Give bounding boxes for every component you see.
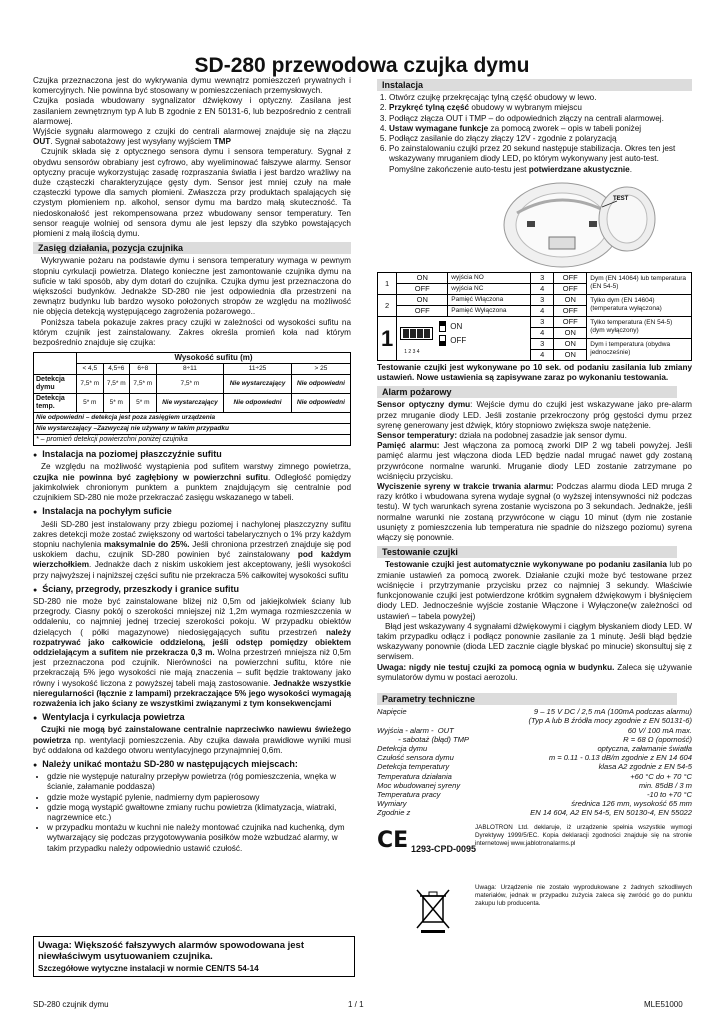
spec-key: Temperatura działania bbox=[377, 771, 452, 781]
vent-heading: ● Wentylacja i cyrkulacja powietrza bbox=[33, 712, 351, 724]
spec-value: średnica 126 mm, wysokość 65 mm bbox=[571, 799, 692, 809]
range-p2: Poniższa tabela pokazuje zakres pracy czujki w zależności od wysokości sufitu na którym czujnik jest zainstalowany. Zakres określa promień koła nad którym bezpośrednio znajduje się czujka: bbox=[33, 317, 351, 348]
dip-table bbox=[377, 272, 692, 361]
spec-key: Wyjścia - alarm - OUT bbox=[377, 725, 454, 735]
dip-desc: Pamięć Włączona bbox=[448, 294, 531, 305]
table-row bbox=[378, 294, 692, 305]
table-cell: Nie wystarczający bbox=[224, 375, 292, 394]
slope-text: Jeśli SD-280 jest instalowany przy zbiegu poziomej i nachylonej płaszczyzny sufitu zakres detekcji może zostać zwiększony od wartości tabelarycznych o 1% przy każdym stopniu nachylenia maksymalnie do 25%. Jeśli chroniona przestrzeń znajduje się pod uskokiem dachu, czujnik SD-280 powinien być zainstalowany pod każdym wierzchołkiem. Jednakże dach z niskim uskokiem jest akceptowany, jeśli wysokości przy najwyższej i najniższej części sufitu nie przekracza 5% całkowitej wysokości sufitu bbox=[33, 519, 351, 580]
height-table-caption: Wysokość sufitu (m) bbox=[77, 353, 351, 364]
height-table-note1: Nie odpowiedni – detekcja jest poza zasięgiem urządzenia bbox=[34, 413, 351, 424]
dip-state: OFF bbox=[554, 305, 587, 316]
spec-key: Temperatura pracy bbox=[377, 789, 441, 799]
dip-desc: wyjścia NC bbox=[448, 283, 531, 294]
table-row bbox=[377, 744, 692, 753]
dip-function: Dym (EN 14064) lub temperatura (EN 54-5) bbox=[587, 272, 692, 294]
left-column bbox=[33, 76, 351, 854]
list-item: • w przypadku montażu w kuchni nie należy montować czujnika nad kuchenką, dym wytwarzający się podczas przygotowywania posiłków może wzbudzać alarmy, w takim przypadku należy odpowiednio ustawić czułość. bbox=[47, 823, 351, 854]
table-row bbox=[378, 316, 692, 327]
install-heading: Instalacja bbox=[377, 79, 692, 91]
table-cell: 7,5* m bbox=[130, 375, 157, 394]
dip-group: 1 bbox=[378, 316, 397, 360]
spec-value: -10 to +70 °C bbox=[646, 789, 692, 799]
warning-line1: Uwaga: Większość fałszywych alarmów spowodowana jest niewłaściwym usytuowaniem czujnika. bbox=[38, 940, 304, 962]
flat-text: Ze względu na możliwość wystąpienia pod sufitem warstwy zimnego powietrza, czujka nie powinna być zagłębiony w powierzchni sufitu. Odległość pomiędzy jakimkolwiek chronionym punktem a punktem znajdującym się centralnie pod czujnikiem SD-280 nie może przekraczać zasięgu wskazanego w tabeli. bbox=[33, 462, 351, 503]
table-row bbox=[377, 707, 692, 716]
avoid-heading: ● Należy unikać montażu SD-280 w następujących miejscach: bbox=[33, 759, 351, 771]
install-steps bbox=[377, 93, 692, 175]
test-label: TEST bbox=[613, 195, 629, 202]
table-row bbox=[377, 772, 692, 781]
spec-value: 9 – 15 V DC / 2,5 mA (100mA podczas alarmu) bbox=[533, 707, 692, 717]
ce-text: JABLOTRON Ltd. deklaruje, iż urządzenie spełnia wszystkie wymogi Dyrektywy 1999/5/EC. Kopia deklaracji zgodności znajduje się na stronie internetowej www.jablotronalarms.pl bbox=[475, 823, 692, 847]
params-heading: Parametry techniczne bbox=[377, 693, 677, 705]
dip-switch-numbers: 1 2 3 4 bbox=[404, 348, 420, 355]
table-row bbox=[378, 272, 692, 283]
flat-heading: ● Instalacja na poziomej płaszczyźnie sufitu bbox=[33, 449, 351, 461]
range-heading: Zasięg działania, pozycja czujnika bbox=[33, 242, 351, 254]
weee-block bbox=[377, 884, 692, 940]
table-row bbox=[34, 375, 351, 394]
alarm-c: Pamięć alarmu: Jest włączona za pomocą zworki DIP 2 wg tabeli powyżej. Jeśli pamięć alarmu jest włączona dioda LED będzie nadal mrugać nawet gdy zostaną przywrócone normalne warunki. Mruganie diody LED zostanie zatrzymane po wciśnięciu przycisku. bbox=[377, 441, 692, 481]
dip-number: 3 bbox=[531, 272, 554, 283]
list-item: 6. Po zainstalowaniu czujki przez 20 sekund następuje stabilizacja. Okres ten jest wskazywany mruganiem diody LED, po którym wykonywany jest auto-test. Pomyślne zakończenie auto-testu jest potwierdzane akustycznie. bbox=[389, 144, 692, 175]
avoid-list bbox=[33, 772, 351, 854]
spec-key: Czułość sensora dymu bbox=[377, 753, 454, 763]
table-row bbox=[377, 781, 692, 790]
footer-page: 1 / 1 bbox=[348, 1000, 364, 1009]
table-row bbox=[377, 716, 692, 725]
spec-value: optyczna, załamanie światła bbox=[597, 743, 692, 753]
dip-group: 2 bbox=[378, 294, 397, 316]
warning-line2: Szczegółowe wytyczne instalacji w normie CEN/TS 54-14 bbox=[38, 964, 259, 973]
dip-group: 1 bbox=[378, 272, 397, 294]
spec-value: +60 °C do + 70 °C bbox=[630, 771, 692, 781]
right-column bbox=[377, 76, 692, 940]
table-row bbox=[377, 790, 692, 799]
spec-value: (Typ A lub B źródła mocy zgodnie z EN 50131-6) bbox=[528, 716, 692, 726]
list-item: 5. Podłącz zasilanie do złączy złączy 12V - zgodnie z polaryzacją bbox=[389, 134, 692, 144]
spec-key: - sabotaż (błąd) TMP bbox=[377, 734, 469, 744]
spec-value: klasa A2 zgodnie z EN 54-5 bbox=[598, 762, 692, 772]
dip-desc: wyjścia NO bbox=[448, 272, 531, 283]
table-row-label: Detekcja temp. bbox=[34, 394, 77, 413]
slope-heading: ● Instalacja na pochyłym suficie bbox=[33, 506, 351, 518]
dip-function: Dym i temperatura (obydwa jednocześnie) bbox=[587, 338, 692, 360]
params-table bbox=[377, 707, 692, 817]
dip-state: OFF bbox=[554, 316, 587, 327]
dip-note: Testowanie czujki jest wykonywane po 10 sek. od podaniu zasilania lub zmiany ustawień. Nowe ustawienia są zapisywane zaraz po wykonaniu testowania. bbox=[377, 362, 692, 383]
dip-state: ON bbox=[554, 294, 587, 305]
alarm-b: Sensor temperatury: działa na podobnej zasadzie jak sensor dymu. bbox=[377, 431, 627, 441]
table-header-cell: > 25 bbox=[291, 364, 350, 375]
detector-illustration bbox=[377, 177, 692, 269]
table-row-label: Detekcja dymu bbox=[34, 375, 77, 394]
table-cell: Nie odpowiedni bbox=[224, 394, 292, 413]
intro-p3: Wyjście sygnału alarmowego z czujki do centrali alarmowej znajduje się na złączu OUT. Sygnał sabotażowy jest wysyłany wyjściem TMP bbox=[33, 127, 351, 147]
dip-state: ON bbox=[554, 338, 587, 349]
walls-text: SD-280 nie może być zainstalowane bliżej niż 0,5m od jakiejkolwiek ściany lub przegrody. Ciasny pokój o szerokości mniejszej niż 1,2m wymaga rozmieszczenia w oddaleniu, co najmniej jednej trzeciej szerokości pokoju. W przypadku obiektów dzielących ( półki magazynowe) niedosięgających sufitu przestrzeń należy rozpatrywać jako całkowicie oddzieloną, jeśli odstęp pomiędzy obiektem oddzielającym a sufitem nie przekracza 0,3 m. Wolna przestrzeń mniejsza niż 0,5m jest przeznaczona pod czujnik. Nierówności na powierzchni sufitu, które nie przekraczają 5% jego wysokości nie mają znaczenia – sufit będzie traktowany jako równy i wysokość liczona z powyższej tabeli mają zastosowanie. Jednakże wszystkie nieregularności (łącznie z lampami) przekraczające 5% jego wysokości wymagają rozważenia ich jako ściany ze wszystkimi związanymi z tym konsekwencjami bbox=[33, 596, 352, 708]
spec-value: m = 0.11 - 0.13 dB/m zgodnie z EN 14 604 bbox=[548, 753, 692, 763]
list-item: • gdzie może wystąpić pylenie, nadmierny dym papierosowy bbox=[47, 793, 351, 803]
ce-mark-icon: CE bbox=[377, 827, 409, 853]
alarm-a: Sensor optyczny dymu: Wejście dymu do czujki jest wskazywane jako pre-alarm przez mruganie diody LED. Jeśli zostanie przekroczony próg gęstości dymu przez syrenę generowany jest dźwięk, który stopniowo zwiększa swoje natężenie. bbox=[377, 400, 692, 430]
table-cell: Nie odpowiedni bbox=[291, 375, 350, 394]
footer-right: MLE51000 bbox=[644, 1000, 683, 1009]
table-row bbox=[34, 394, 351, 413]
walls-heading: ● Ściany, przegrody, przeszkody i granice sufitu bbox=[33, 584, 351, 596]
list-item: 3. Podłącz złącza OUT i TMP – do odpowiednich złączy na centrali alarmowej. bbox=[389, 114, 692, 124]
dip-state: ON bbox=[554, 327, 587, 338]
dip-switch-state: ON bbox=[397, 272, 448, 283]
footer-left: SD-280 czujnik dymu bbox=[33, 1000, 109, 1009]
list-item: 1. Otwórz czujkę przekręcając tylną część obudowy w lewo. bbox=[389, 93, 692, 103]
testing-heading: Testowanie czujki bbox=[377, 546, 677, 558]
table-cell: Nie odpowiedni bbox=[291, 394, 350, 413]
spec-key: Moc wbudowanej syreny bbox=[377, 780, 461, 790]
table-header-cell: 11÷25 bbox=[224, 364, 292, 375]
dip-switch-diagram bbox=[397, 316, 531, 360]
dip-on-label: ON bbox=[450, 321, 463, 331]
table-header-cell: < 4,5 bbox=[77, 364, 104, 375]
list-item: • gdzie mogą wystąpić gwałtowne zmiany ruchu powietrza (klimatyzacja, wiatraki, nagrzewnice etc.) bbox=[47, 803, 351, 823]
spec-key bbox=[377, 716, 490, 725]
dip-switch-state: ON bbox=[397, 294, 448, 305]
testing-p1: Testowanie czujki jest automatycznie wykonywane po podaniu zasilania lub po zmianie ustawień za pomocą zworek. Działanie czujki może być testowane przez wciśnięcie i przytrzymanie przycisku przez co najmniej 3 sekundy. Właściwie funkcjonowanie czujki jest potwierdzone krótkim sygnałem dźwiękowym i błyśnięciem diody LED. Jednocześnie wyjście zostanie Włączone i Wyłączone(w zależności od ustawień – tabela powyżej) bbox=[377, 560, 692, 621]
dip-state: ON bbox=[554, 349, 587, 360]
intro-p1: Czujka przeznaczona jest do wykrywania dymu wewnątrz pomieszczeń prywatnych i komercyjnych. Nie powinna być stosowany w pomieszczeniach przemysłowych. bbox=[33, 76, 351, 96]
table-cell: 5* m bbox=[130, 394, 157, 413]
dip-number: 3 bbox=[531, 338, 554, 349]
dip-number: 4 bbox=[531, 283, 554, 294]
spec-key: Wymiary bbox=[377, 799, 407, 809]
table-row bbox=[377, 762, 692, 771]
table-cell: Nie wystarczający bbox=[156, 394, 224, 413]
table-header-cell: 4,5÷6 bbox=[103, 364, 130, 375]
spec-key: Detekcja temperatury bbox=[377, 762, 450, 772]
intro-p4: Czujnik składa się z optycznego sensora dymu i sensora temperatury. Sygnał z obydwu sensorów obrabiany jest cyfrowo, aby wyeliminować fałszywe alarmy. Sensor optyczny pracuje wykorzystując zasadę rozpraszania światła i jest bardzo wrażliwy na duże cząsteczki charakteryzujące gęsty dym. Sensor jest mniej czuły na małe cząsteczki typowe dla samych płomieni. Zwłaszcza przy produktach spalających się czystym płomieniem np. alkohol, sensor dymu ma bardzo małą skuteczność. Ta niedoskonałość jest rekompensowana przez wbudowany sensor temperatury. Ten sensor reaguje wolniej od sensora dymu ale jest lepszy dla szybko powstających płomieni z małą ilością dymu. bbox=[33, 147, 351, 239]
warning-box bbox=[33, 936, 355, 977]
dip-number: 4 bbox=[531, 349, 554, 360]
dip-switch-state: OFF bbox=[397, 283, 448, 294]
list-item: 4. Ustaw wymagane funkcje za pomocą zworek – opis w tabeli poniżej bbox=[389, 124, 692, 134]
dip-desc: Pamięć Wyłączona bbox=[448, 305, 531, 316]
dip-number: 3 bbox=[531, 294, 554, 305]
dip-off-label: OFF bbox=[450, 335, 467, 345]
page-title: SD-280 przewodowa czujka dymu bbox=[194, 54, 530, 77]
weee-bin-icon bbox=[413, 886, 453, 934]
table-cell: 7,5* m bbox=[103, 375, 130, 394]
table-cell: 7,5* m bbox=[77, 375, 104, 394]
table-cell: 5* m bbox=[103, 394, 130, 413]
dip-state: OFF bbox=[554, 272, 587, 283]
vent-text: Czujki nie mogą być zainstalowane centralnie naprzeciwko nawiewu świeżego powietrza np. wentylacji pomieszczenia. Aby czujka dawała prawidłowe wyniki musi być oddalona od każdego otworu wentylacyjnego przynajmniej 0,6m. bbox=[33, 725, 351, 755]
dip-switch-state: OFF bbox=[397, 305, 448, 316]
alarm-d: Wyciszenie syreny w trakcie trwania alarmu: Podczas alarmu dioda LED mruga 2 razy krótko i wbudowana syrena wydaje sygnał (o wyższej intensywności niż podczas testu). W tych warunkach syrena zostanie wyciszona po 3 sekundach. Jednakże, jeśli normalne warunki nie zostaną przywrócone w ciągu 10 minut (dym nie zostanie usunięty z pomieszczenia lub temperatura nie spadnie do niższego poziomu) syrena włączy się ponownie. bbox=[377, 482, 692, 543]
spec-key: Detekcja dymu bbox=[377, 743, 428, 753]
height-table bbox=[33, 352, 351, 446]
dip-function: Tylko temperatura (EN 54-5) (dym wyłączony) bbox=[587, 316, 692, 338]
testing-p2: Błąd jest wskazywany 4 sygnałami dźwiękowymi i ciągłym błyskaniem diody LED. W takim przypadku odłącz i podłącz ponownie zasilanie za 1 minutę. Jeśli błąd będzie wskazywany ponownie (dioda LED zacznie ciągle błyskać po minucie) skonsultuj się z serwisem. bbox=[377, 621, 692, 662]
table-cell: 7,5* m bbox=[156, 375, 224, 394]
list-item: 2. Przykręć tylną część obudowy w wybranym miejscu bbox=[389, 103, 692, 113]
table-header-cell: 6÷8 bbox=[130, 364, 157, 375]
dip-state: OFF bbox=[554, 283, 587, 294]
alarm-heading: Alarm pożarowy bbox=[377, 386, 677, 398]
spec-key: Napięcie bbox=[377, 707, 407, 717]
table-header-cell: 8÷11 bbox=[156, 364, 224, 375]
ce-code: 1293-CPD-0095 bbox=[411, 843, 477, 854]
intro-p2: Czujka posiada wbudowany sygnalizator dźwiękowy i optyczny. Zasilana jest zasilaniem zewnętrznym typ A lub B zgodnie z EN 50131-6, lub bezpośrednio z centrali alarmowej. bbox=[33, 96, 351, 126]
height-table-note2: Nie wystarczający –Zazwyczaj nie używany w takim przypadku bbox=[34, 424, 351, 435]
weee-text: Uwaga: Urządzenie nie zostało wyprodukowane z żadnych szkodliwych materiałów, jednak w przypadku zużycia zaleca się zwrócić go do punktu zakupu lub producenta. bbox=[475, 883, 692, 907]
list-item: • gdzie nie występuje naturalny przepływ powietrza (róg pomieszczenia, wnęka w ścianie, załamanie poddasza) bbox=[47, 772, 351, 792]
spec-value: R = 68 Ω (oporność) bbox=[623, 734, 692, 744]
dip-number: 4 bbox=[531, 327, 554, 338]
detector-drawing-icon bbox=[377, 177, 692, 269]
dip-number: 3 bbox=[531, 316, 554, 327]
table-row bbox=[377, 726, 692, 735]
table-row bbox=[377, 799, 692, 808]
spec-value: min. 85dB / 3 m bbox=[638, 780, 692, 790]
spec-value: 60 V/ 100 mA max. bbox=[627, 725, 692, 735]
dip-number: 4 bbox=[531, 305, 554, 316]
table-row bbox=[377, 808, 692, 817]
testing-p3: Uwaga: nigdy nie testuj czujki za pomocą ognia w budynku. Zaleca się używanie symulatorów dymu w postaci aerozolu. bbox=[377, 662, 693, 682]
dip-switch-icon bbox=[400, 327, 433, 340]
range-p1: Wykrywanie pożaru na podstawie dymu i sensora temperatury wymaga w pewnym stopniu cyrkulacji powietrza. Dlatego konieczne jest zamontowanie czujnika dymu na suficie w taki sposób, aby dym dotarł do czujnika. Czujka dymu jest przeznaczona do większości budynków. Jednakże SD-280 nie jest odpowiednia dla przestrzeni na zewnątrz budynku lub bardzo wysoko położonych stropów ze względu na możliwość nie objęcia detekcją występującego zagrożenia pożarowego.. bbox=[33, 256, 351, 317]
height-table-note3: * – promień detekcji powierzchni poniżej czujnika bbox=[34, 435, 351, 446]
table-row bbox=[377, 735, 692, 744]
dip-function: Tylko dym (EN 14604) (temperatura wyłączona) bbox=[587, 294, 692, 316]
ce-block bbox=[377, 824, 692, 884]
spec-value: EN 14 604, A2 EN 54-5, EN 50130-4, EN 55022 bbox=[530, 808, 692, 818]
table-row bbox=[377, 753, 692, 762]
spec-key: Zgodnie z bbox=[377, 808, 411, 818]
table-cell: 5* m bbox=[77, 394, 104, 413]
